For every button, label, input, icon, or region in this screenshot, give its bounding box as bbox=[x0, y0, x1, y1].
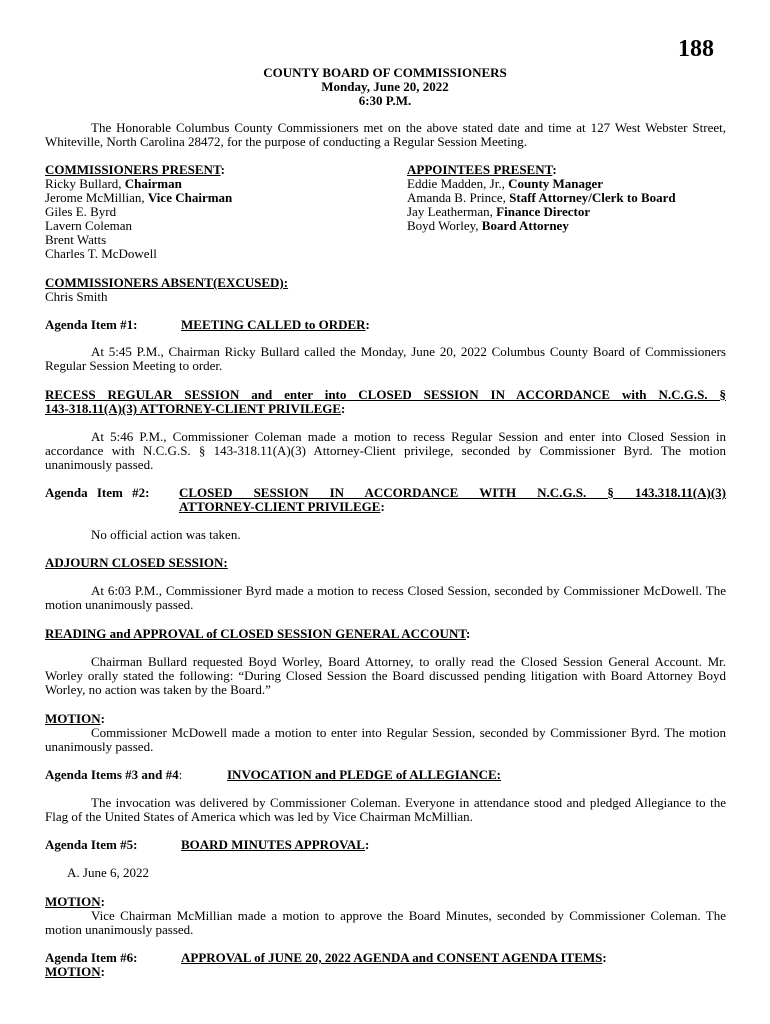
commissioner-entry: Giles E. Byrd bbox=[45, 204, 117, 219]
appointee-entry: Amanda B. Prince, Staff Attorney/Clerk to Board bbox=[407, 190, 676, 205]
commissioner-entry: Brent Watts bbox=[45, 232, 107, 247]
intro-paragraph: The Honorable Columbus County Commissioners met on the above stated date and time at 127 West Webster Street, Whiteville, North Carolina 28472, for the purpose of conducting a Regular Session Meeting. bbox=[45, 120, 726, 149]
appointee-entry: Boyd Worley, Board Attorney bbox=[407, 218, 569, 233]
motion-2-text: Vice Chairman McMillian made a motion to approve the Board Minutes, seconded by Commissioner Coleman. The motion unanimously passed. bbox=[45, 908, 726, 937]
header-date: Monday, June 20, 2022 bbox=[321, 79, 449, 94]
header-time: 6:30 P.M. bbox=[358, 93, 412, 108]
commissioners-absent-heading: COMMISSIONERS ABSENT(EXCUSED): bbox=[45, 275, 289, 290]
commissioner-entry: Jerome McMillian, Vice Chairman bbox=[45, 190, 233, 205]
agenda-items-3-4-label: Agenda Items #3 and #4: bbox=[45, 767, 183, 782]
motion-2-label: MOTION: bbox=[45, 894, 105, 909]
agenda-item-1-title: MEETING CALLED to ORDER: bbox=[181, 317, 370, 332]
appointees-present-block bbox=[407, 163, 676, 233]
recess-heading: RECESS REGULAR SESSION and enter into CLOSED SESSION IN ACCORDANCE with N.C.G.S. § 143-318.11(A)(3) ATTORNEY-CLIENT PRIVILEGE: bbox=[45, 387, 726, 416]
agenda-items-3-4-title: INVOCATION and PLEDGE of ALLEGIANCE: bbox=[227, 767, 501, 782]
agenda-items-3-4-text: The invocation was delivered by Commissioner Coleman. Everyone in attendance stood and pledged Allegiance to the Flag of the United States of America which was led by Vice Chairman McMillian. bbox=[45, 795, 726, 824]
adjourn-text: At 6:03 P.M., Commissioner Byrd made a motion to recess Closed Session, seconded by Commissioner McDowell. The motion unanimously passed. bbox=[45, 583, 726, 612]
minutes-list-item: A. June 6, 2022 bbox=[67, 865, 149, 880]
motion-1-text: Commissioner McDowell made a motion to enter into Regular Session, seconded by Commissioner Byrd. The motion unanimously passed. bbox=[45, 725, 726, 754]
commissioners-present-block bbox=[45, 163, 232, 261]
reading-heading: READING and APPROVAL of CLOSED SESSION GENERAL ACCOUNT: bbox=[45, 626, 471, 641]
agenda-item-1-text: At 5:45 P.M., Chairman Ricky Bullard called the Monday, June 20, 2022 Columbus County Board of Commissioners Regular Session Meeting to order. bbox=[45, 344, 726, 373]
agenda-item-1-label: Agenda Item #1: bbox=[45, 317, 138, 332]
document-header bbox=[0, 66, 770, 108]
agenda-item-2-text: No official action was taken. bbox=[91, 527, 241, 542]
agenda-item-2-label: Agenda Item #2: bbox=[45, 485, 150, 500]
commissioners-absent-block bbox=[45, 276, 288, 304]
appointee-entry: Jay Leatherman, Finance Director bbox=[407, 204, 591, 219]
reading-text: Chairman Bullard requested Boyd Worley, Board Attorney, to orally read the Closed Session General Account. Mr. Worley orally stated the following: “During Closed Session the Board discussed pending litigation with Board Attorney Boyd Worley, no action was taken by the Board.” bbox=[45, 654, 726, 697]
adjourn-heading: ADJOURN CLOSED SESSION: bbox=[45, 555, 228, 570]
commissioners-present-heading: COMMISSIONERS PRESENT: bbox=[45, 162, 225, 177]
absent-names: Chris Smith bbox=[45, 289, 108, 304]
recess-text: At 5:46 P.M., Commissioner Coleman made a motion to recess Regular Session and enter into Closed Session in accordance with N.C.G.S. § 143-318.11(A)(3) Attorney-Client privilege, seconded by Commissioner Byrd. The motion unanimously passed. bbox=[45, 429, 726, 472]
commissioner-entry: Ricky Bullard, Chairman bbox=[45, 176, 182, 191]
agenda-item-5-title: BOARD MINUTES APPROVAL: bbox=[181, 837, 370, 852]
appointee-entry: Eddie Madden, Jr., County Manager bbox=[407, 176, 604, 191]
agenda-item-6-label: Agenda Item #6: bbox=[45, 950, 138, 965]
commissioner-entry: Lavern Coleman bbox=[45, 218, 132, 233]
page-number: 188 bbox=[678, 36, 714, 62]
motion-1-label: MOTION: bbox=[45, 711, 105, 726]
appointees-present-heading: APPOINTEES PRESENT: bbox=[407, 162, 557, 177]
commissioner-entry: Charles T. McDowell bbox=[45, 246, 157, 261]
header-title: COUNTY BOARD OF COMMISSIONERS bbox=[263, 65, 507, 80]
agenda-item-5-label: Agenda Item #5: bbox=[45, 837, 138, 852]
agenda-item-6-motion-label: MOTION: bbox=[45, 964, 105, 979]
agenda-item-6-title: APPROVAL of JUNE 20, 2022 AGENDA and CONSENT AGENDA ITEMS: bbox=[181, 950, 607, 965]
agenda-item-2-title: CLOSED SESSION IN ACCORDANCE WITH N.C.G.S. § 143.318.11(A)(3) ATTORNEY-CLIENT PRIVILEGE: bbox=[179, 485, 726, 514]
